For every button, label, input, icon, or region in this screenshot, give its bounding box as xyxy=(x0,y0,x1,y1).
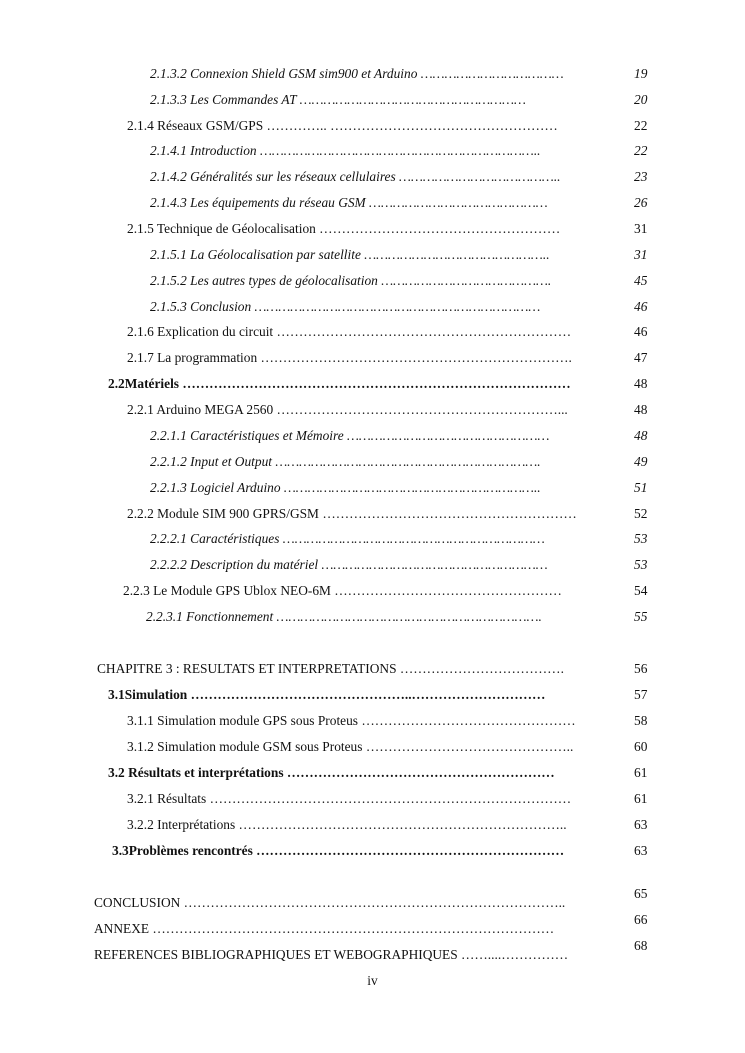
toc-entry-page: 53 xyxy=(634,557,648,572)
toc-entry-page: 26 xyxy=(634,195,648,210)
toc-entry-page: 20 xyxy=(634,92,648,107)
toc-entry[interactable] xyxy=(150,297,670,317)
toc-entry-title: CONCLUSION ………………………………………………………………………….. xyxy=(94,895,566,910)
toc-entry-title: 3.2.2 Interprétations ……………………………………………………………….. xyxy=(127,817,567,832)
toc-entry-page: 65 xyxy=(634,886,648,901)
toc-entry-page: 51 xyxy=(634,480,648,495)
toc-entry-page: 48 xyxy=(634,376,648,391)
toc-entry[interactable] xyxy=(150,167,670,187)
toc-entry[interactable] xyxy=(150,245,670,265)
toc-entry[interactable] xyxy=(150,64,670,84)
toc-entry-page: 56 xyxy=(634,661,648,676)
toc-entry[interactable] xyxy=(127,711,672,731)
toc-entry[interactable] xyxy=(150,529,670,549)
page-number: iv xyxy=(367,973,378,988)
toc-entry-title: 2.1.3.3 Les Commandes AT ………………………………………………… xyxy=(150,92,526,107)
toc-entry[interactable] xyxy=(127,815,672,835)
toc-entry-title: 2.2.1.1 Caractéristiques et Mémoire …………………………………………… xyxy=(150,428,550,443)
toc-entry-title: 2.1.4.2 Généralités sur les réseaux cellulaires ………………………………….. xyxy=(150,169,561,184)
toc-entry-title: 2.2.1.3 Logiciel Arduino ……………………………………………………….. xyxy=(150,480,541,495)
toc-entry-page: 48 xyxy=(634,402,648,417)
toc-entry-page: 22 xyxy=(634,143,648,158)
toc-entry-title: 2.1.4.3 Les équipements du réseau GSM ……………………………………… xyxy=(150,195,548,210)
toc-entry-page: 46 xyxy=(634,299,648,314)
toc-entry-page: 63 xyxy=(634,817,648,832)
toc-entry[interactable] xyxy=(127,322,672,342)
toc-entry-title: 3.1.1 Simulation module GPS sous Proteus ………………………………………… xyxy=(127,713,576,728)
toc-entry-page: 46 xyxy=(634,324,648,339)
toc-entry[interactable] xyxy=(108,374,673,394)
toc-entry-title: 2.2.2.1 Caractéristiques ………………………………………………………… xyxy=(150,531,545,546)
toc-entry[interactable] xyxy=(146,607,671,627)
toc-entry-chapter[interactable] xyxy=(94,886,674,911)
toc-entry-title: REFERENCES BIBLIOGRAPHIQUES ET WEBOGRAPHIQUES ……....…………… xyxy=(94,947,569,962)
toc-entry-title: 2.1.7 La programmation ……………………………………………………………. xyxy=(127,350,572,365)
toc-entry[interactable] xyxy=(127,789,672,809)
toc-entry-page: 61 xyxy=(634,791,648,806)
toc-entry-page: 31 xyxy=(634,221,648,236)
toc-entry[interactable] xyxy=(150,555,670,575)
toc-entry-title: 2.2.2 Module SIM 900 GPRS/GSM ………………………………………………… xyxy=(127,506,577,521)
toc-entry-title: 2.1.5.1 La Géolocalisation par satellite ……………………………………….. xyxy=(150,247,550,262)
toc-entry[interactable] xyxy=(108,685,673,705)
toc-entry-page: 19 xyxy=(634,66,648,81)
toc-entry[interactable] xyxy=(150,271,670,291)
toc-entry-title: 3.2 Résultats et interprétations …………………………………………………… xyxy=(108,765,555,780)
toc-entry[interactable] xyxy=(150,478,670,498)
toc-entry-title: 2.1.4.1 Introduction …………………………………………………………….. xyxy=(150,143,541,158)
toc-entry[interactable] xyxy=(127,504,672,524)
toc-entry-page: 53 xyxy=(634,531,648,546)
toc-entry-title: 3.1Simulation …………………………………………..………………………… xyxy=(108,687,546,702)
toc-entry-page: 23 xyxy=(634,169,648,184)
toc-entry[interactable] xyxy=(123,581,673,601)
toc-entry-title: 2.1.5.2 Les autres types de géolocalisation ……………………………………. xyxy=(150,273,552,288)
toc-entry-page: 55 xyxy=(634,609,648,624)
toc-entry-title: CHAPITRE 3 : RESULTATS ET INTERPRETATIONS ………………………………. xyxy=(97,661,564,676)
toc-entry-page: 48 xyxy=(634,428,648,443)
toc-entry-title: 2.1.4 Réseaux GSM/GPS ………….. …………………………………………… xyxy=(127,118,558,133)
toc-entry-page: 60 xyxy=(634,739,648,754)
toc-entry[interactable] xyxy=(127,737,672,757)
toc-entry-title: 2.2.1.2 Input et Output …………………………………………………………. xyxy=(150,454,541,469)
toc-entry[interactable] xyxy=(150,141,670,161)
toc-entry[interactable] xyxy=(112,841,672,861)
toc-entry[interactable] xyxy=(150,193,670,213)
toc-entry-title: 2.2.3.1 Fonctionnement …………………………………………………………. xyxy=(146,609,542,624)
toc-entry-page: 68 xyxy=(634,938,648,953)
toc-entry-title: 2.1.6 Explication du circuit ………………………………………………………… xyxy=(127,324,572,339)
toc-entry-title: ANNEXE ……………………………………………………………………………… xyxy=(94,921,555,936)
toc-entry[interactable] xyxy=(127,348,672,368)
toc-entry-title: 3.1.2 Simulation module GSM sous Proteus ……………………………………….. xyxy=(127,739,574,754)
toc-entry-page: 58 xyxy=(634,713,648,728)
toc-entry[interactable] xyxy=(127,400,672,420)
toc-entry-title: 2.1.3.2 Connexion Shield GSM sim900 et Arduino ……………………………… xyxy=(150,66,564,81)
toc-entry-title: 2.2Matériels …………………………………………………………………………… xyxy=(108,376,571,391)
toc-entry-page: 52 xyxy=(634,506,648,521)
toc-entry-page: 57 xyxy=(634,687,648,702)
toc-entry-page: 54 xyxy=(634,583,648,598)
toc-entry-page: 31 xyxy=(634,247,648,262)
toc-entry-title: 3.3Problèmes rencontrés …………………………………………………………… xyxy=(112,843,565,858)
toc-entry-title: 2.1.5.3 Conclusion ……………………………………………………………… xyxy=(150,299,541,314)
toc-entry[interactable] xyxy=(150,452,670,472)
toc-entry-title: 2.2.2.2 Description du matériel ………………………………………………… xyxy=(150,557,548,572)
toc-entry-page: 49 xyxy=(634,454,648,469)
toc-entry-page: 63 xyxy=(634,843,648,858)
toc-entry-chapter[interactable] xyxy=(94,912,674,937)
toc-entry-page: 45 xyxy=(634,273,648,288)
toc-entry-page: 61 xyxy=(634,765,648,780)
toc-entry-page: 47 xyxy=(634,350,648,365)
toc-entry-page: 22 xyxy=(634,118,648,133)
toc-entry[interactable] xyxy=(150,426,670,446)
toc-entry-title: 2.2.1 Arduino MEGA 2560 ………………………………………………………... xyxy=(127,402,568,417)
toc-entry-page: 66 xyxy=(634,912,648,927)
toc-entry-title: 3.2.1 Résultats ……………………………………………………………………… xyxy=(127,791,572,806)
toc-entry[interactable] xyxy=(108,763,673,783)
toc-entry-title: 2.2.3 Le Module GPS Ublox NEO-6M …………………………………………… xyxy=(123,583,562,598)
toc-entry-title: 2.1.5 Technique de Géolocalisation ……………………………………………… xyxy=(127,221,561,236)
toc-entry[interactable] xyxy=(127,116,672,136)
toc-entry-chapter[interactable] xyxy=(94,938,674,963)
toc-entry[interactable] xyxy=(127,219,672,239)
toc-entry[interactable] xyxy=(150,90,670,110)
toc-entry-chapter[interactable] xyxy=(97,659,672,679)
